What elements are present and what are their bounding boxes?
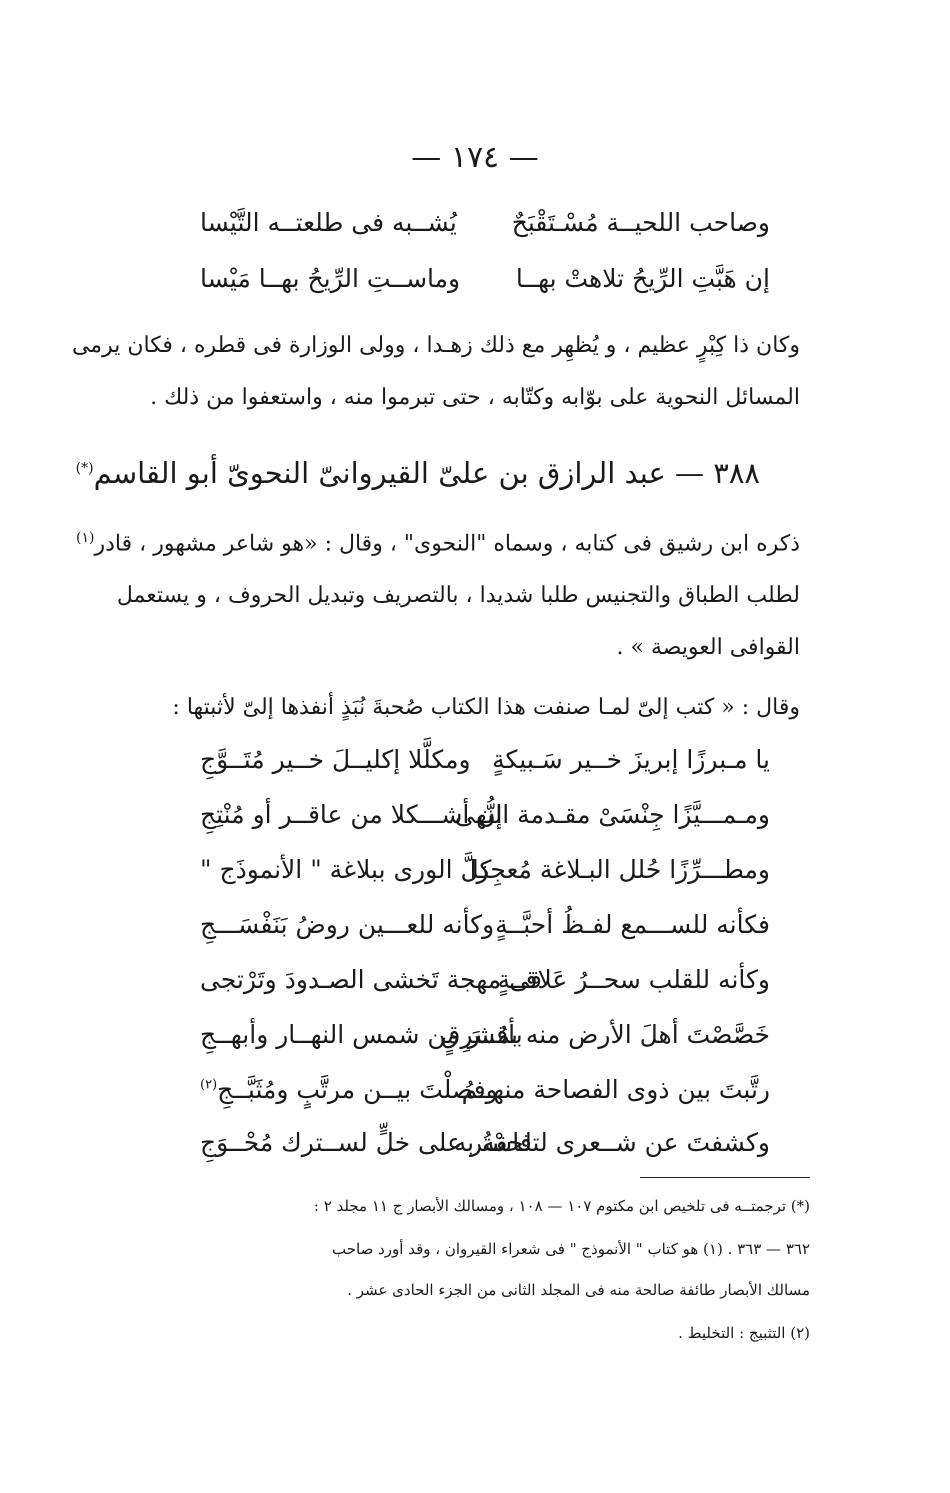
paragraph-line: المسائل النحوية على بوّابه وكتّابه ، حتى تبرموا منه ، واستعفوا من ذلك .	[150, 385, 800, 410]
paragraph-line: لطلب الطباق والتجنيس طلبا شديدا ، بالتصريف وتبديل الحروف ، و يستعمل	[116, 583, 800, 609]
quote-intro: وقال : « كتب إلىّ لمـا صنفت هذا الكتاب صُحبةَ نُبَذٍ أنفذها إلىّ لأثبتها :	[172, 695, 800, 720]
footnote-line: (٢) التثبيج : التخليط .	[678, 1324, 810, 1342]
biography-paragraph	[71, 320, 800, 424]
verse-first-hemistich: ومطـــرِّزًا حُلل البـلاغة مُعجِزا	[469, 855, 770, 884]
footnote-line: (*) ترجمتــه فى تلخيص ابن مكتوم ١٠٧ — ١٠٨ ، ومسالك الأبصار ج ١١ مجلد ٢ :	[313, 1197, 810, 1215]
verse-line	[180, 208, 770, 260]
verse-line	[180, 965, 770, 1017]
verse-second-hemistich: يُشــبه فى طلعتــه التَّيْسا	[200, 208, 457, 237]
footnote-line: ٣٦٢ — ٣٦٣ . (١) هو كتاب " الأنموذج " فى شعراء القيروان ، وقد أورد صاحب	[332, 1240, 810, 1258]
footnote-marker: (٢)	[200, 1077, 218, 1093]
footnote-divider	[640, 1177, 810, 1178]
entry-heading-text: ٣٨٨ — عبد الرازق بن علىّ القيروانىّ النحوىّ أبو القاسم	[93, 456, 760, 490]
verse-second-hemistich: فاسْتُر على خلٍّ لســترك مُحْــوَجِ	[200, 1128, 532, 1157]
footnote-line: مسالك الأبصار طائفة صالحة منه فى المجلد الثانى من الجزء الحادى عشر .	[347, 1281, 810, 1299]
verse-first-hemistich: خَصَّصْتَ أهلَ الأرض منه بمُشرِقٍ	[441, 1020, 770, 1049]
verse-first-hemistich: ومـمـــيَّزًا جِنْسَىْ مقـدمة النُّهى	[454, 800, 770, 829]
hemistich-text: وفصلْتَ بيــن مرتَّبٍ ومُثَبَّــجِ	[217, 1075, 498, 1104]
verse-line	[180, 1020, 770, 1072]
verse-second-hemistich	[200, 1075, 498, 1104]
entry-heading	[76, 456, 760, 490]
verse-second-hemistich: وماســتِ الرِّيحُ بهــا مَيْسا	[200, 264, 461, 293]
verse-second-hemistich: فى مهجة تَخشى الصـدودَ وتَرْتجى	[200, 965, 542, 994]
paragraph-line	[76, 512, 800, 570]
verse-first-hemistich: يا مـبرزًا إبريزَ خــير سَـبيكةٍ	[492, 745, 770, 774]
verse-second-hemistich: بأقــرَ من شمس النهــار وأبهــجِ	[200, 1020, 523, 1049]
verse-line	[180, 800, 770, 852]
verse-line	[180, 264, 770, 316]
verse-line	[180, 855, 770, 907]
verse-second-hemistich: كلَّ الورى ببلاغة " الأنموذَج "	[200, 855, 492, 884]
paragraph-line: وكان ذا كِبْرٍ عظيم ، و يُظهِر مع ذلك زهـدا ، وولى الوزارة فى قطره ، فكان يرمى	[71, 333, 800, 358]
verse-first-hemistich: وكأنه للقلب سحــرُ عَلاقــةٍ	[497, 965, 770, 994]
footnote-marker: (١)	[76, 530, 95, 546]
verse-first-hemistich: إن هَبَّتِ الرِّيحُ تلاهتْ بهــا	[515, 264, 770, 293]
paragraph-line: القوافى العويصة » .	[616, 635, 800, 661]
verse-line	[180, 1075, 770, 1127]
verse-second-hemistich: وكأنه للعـــين روضُ بَنَفْسَـــجِ	[200, 910, 495, 939]
verse-first-hemistich: فكأنه للســـمع لفـظُ أحبَّــةٍ	[495, 910, 770, 939]
verse-first-hemistich: وكشفتَ عن شــعرى لتلحقه به	[453, 1128, 770, 1157]
verse-second-hemistich: ومكلَّلا إكليــلَ خــير مُتَــوَّجِ	[200, 745, 471, 774]
entry-body	[76, 512, 800, 674]
verse-second-hemistich: إن أشـــكلا من عاقــر أو مُنْتِجِ	[200, 800, 503, 829]
footnote-marker: (*)	[75, 460, 94, 477]
verse-first-hemistich: وصاحب اللحيــة مُسْـتَقْبَحٌ	[511, 208, 770, 237]
page-number: — ١٧٤ —	[411, 140, 539, 175]
paragraph-line-text: ذكره ابن رشيق فى كتابه ، وسماه "النحوى" ، وقال : «هو شاعر مشهور ، قادر	[94, 531, 800, 557]
verse-line	[180, 745, 770, 797]
verse-line	[180, 1128, 770, 1180]
verse-line	[180, 910, 770, 962]
verse-first-hemistich: رتَّبتَ بين ذوى الفصاحة منهــمُ	[461, 1075, 770, 1104]
